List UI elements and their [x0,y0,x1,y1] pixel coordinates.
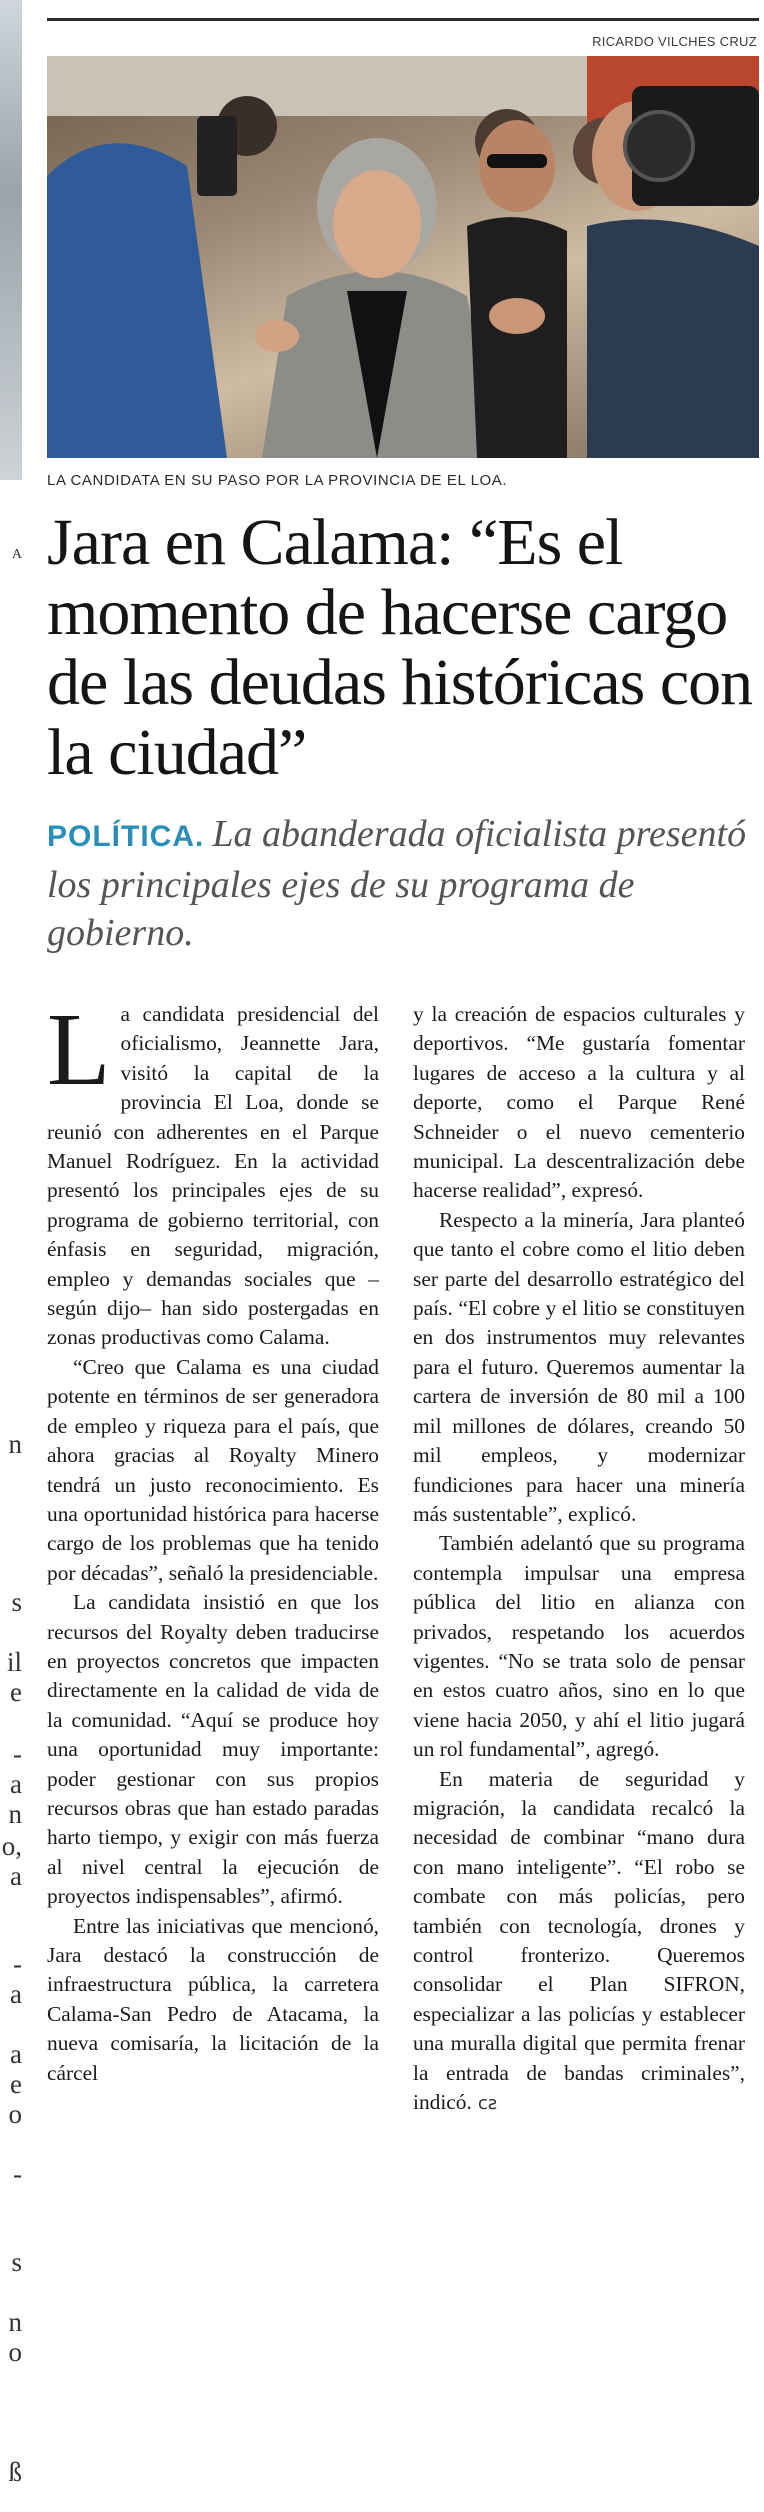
man-dark-shirt [467,217,567,458]
adjacent-fragment: e [10,2070,22,2099]
crowd-illustration [47,56,759,458]
adjacent-fragment: - [13,1740,22,1769]
adjacent-fragment: n [8,1800,22,1829]
paragraph: “Creo que Calama es una ciudad potente en términos de ser generadora de empleo y riqueza para el país, que ahora gracias al Royalty Minero tendrá un justo reconocimiento. Es una oportunidad histórica para hacerse cargo de los problemas que ha tenido por décadas”, señaló la presidenciable. [47,1354,379,1585]
adjacent-fragment: a [10,2040,22,2069]
paragraph [47,992,379,1353]
sunglasses [487,154,547,168]
adjacent-fragment: il [6,1648,22,1677]
headline: Jara en Calama: “Es el momento de hacerse cargo de las deudas históricas con la ciudad” [47,506,753,789]
deck [47,810,759,957]
adjacent-fragment: a [10,1862,22,1891]
paragraph-text: a candidata presidencial del oficialismo, Jeannette Jara, visitó la capital de la provincia El Loa, donde se reunió con adherentes en el Parque Manuel Rodríguez. En la actividad presentó los principales ejes de su programa de gobierno territorial, con énfasis en seguridad, migración, empleo y demandas sociales que –según dijo– han sido postergadas en zonas productivas como Calama. [47,1002,379,1350]
adjacent-fragment: a [10,1980,22,2009]
section-kicker: POLÍTICA. [47,820,205,853]
adjacent-fragment: o [8,2100,22,2129]
paragraph: Respecto a la minería, Jara planteó que tanto el cobre como el litio deben ser parte del desarrollo estratégico del país. “El cobre y el litio se constituyen en dos instrumentos muy relevantes para el futuro. Queremos aumentar la cartera de inversión de 80 mil a 100 mil millones de dólares, creando 50 mil empleos, y modernizar fundiciones para hacer una minería más sustentable”, explicó. [413,1207,745,1526]
adjacent-article-sliver [0,0,22,2512]
hand [255,320,299,352]
phone [197,116,237,196]
adjacent-fragment: ß [8,2458,22,2487]
photo-credit: RICARDO VILCHES CRUZ [592,34,757,49]
photo-caption: LA CANDIDATA EN SU PASO POR LA PROVINCIA DE EL LOA. [47,472,508,489]
paragraph: Entre las iniciativas que mencionó, Jara destacó la construcción de infraestructura pública, la carretera Calama-San Pedro de Atacama, la nueva comisaría, la licitación de la cárcel [47,1913,379,2085]
deck-text: La abanderada oficialista presentó los principales ejes de su programa de gobierno. [47,813,747,954]
top-rule [47,18,759,21]
article-column-1 [47,992,379,2088]
article-column-2 [413,1000,745,2118]
adjacent-fragment: s [11,1588,22,1617]
photographer-jacket [587,219,759,458]
drop-cap: L [47,992,111,1107]
adjacent-fragment: A [11,547,22,562]
adjacent-fragment: a [10,1770,22,1799]
adjacent-fragment: n [8,2308,22,2337]
paragraph-text: En materia de seguridad y migración, la candidata recalcó la necesidad de combinar “mano dura con mano inteligente”. “El robo se combate con más policías, pero también con tecnología, drones y control fronterizo. Queremos consolidar el Plan SIFRON, especializar a las policías y establecer una muralla digital que permita frenar la entrada de bandas criminales”, indicó. [413,1766,745,2115]
adjacent-fragment: e [10,1678,22,1707]
end-mark-icon: ᴄƨ [477,2093,498,2115]
paragraph: También adelantó que su programa contempla impulsar una empresa pública del litio en alianza con privados, respetando los acuerdos vigentes. “No se trata solo de pensar en estos cuatro años, sino en lo que viene hacia 2050, y ahí el litio jugará un rol fundamental”, agregó. [413,1531,745,1762]
adjacent-fragment: s [11,2248,22,2277]
camera-lens [625,112,693,180]
adjacent-fragment: - [13,2160,22,2189]
article-photo [47,56,759,458]
adjacent-fragment: n [8,1430,22,1459]
paragraph: La candidata insistió en que los recursos del Royalty deben traducirse en proyectos concretos que impacten directamente en la calidad de vida de la comunidad. “Aquí se produce hoy una oportunidad muy importante: poder gestionar con sus propios recursos obras que han estado paradas harto tiempo, y exigir con más fuerza al nivel central la ejecución de proyectos indispensables”, afirmó. [47,1590,379,1909]
adjacent-fragment: o, [1,1832,22,1861]
paragraph [413,1765,745,2119]
adjacent-fragment: o [8,2338,22,2367]
adjacent-fragment: - [13,1950,22,1979]
candidate-face [333,170,421,278]
hand [489,298,545,334]
paragraph: y la creación de espacios culturales y deportivos. “Me gustaría fomentar lugares de acceso a la cultura y al deporte, como el Parque René Schneider o el nuevo cementerio municipal. La descentralización debe hacerse realidad”, expresó. [413,1002,745,1203]
adjacent-photo-sliver [0,0,22,480]
